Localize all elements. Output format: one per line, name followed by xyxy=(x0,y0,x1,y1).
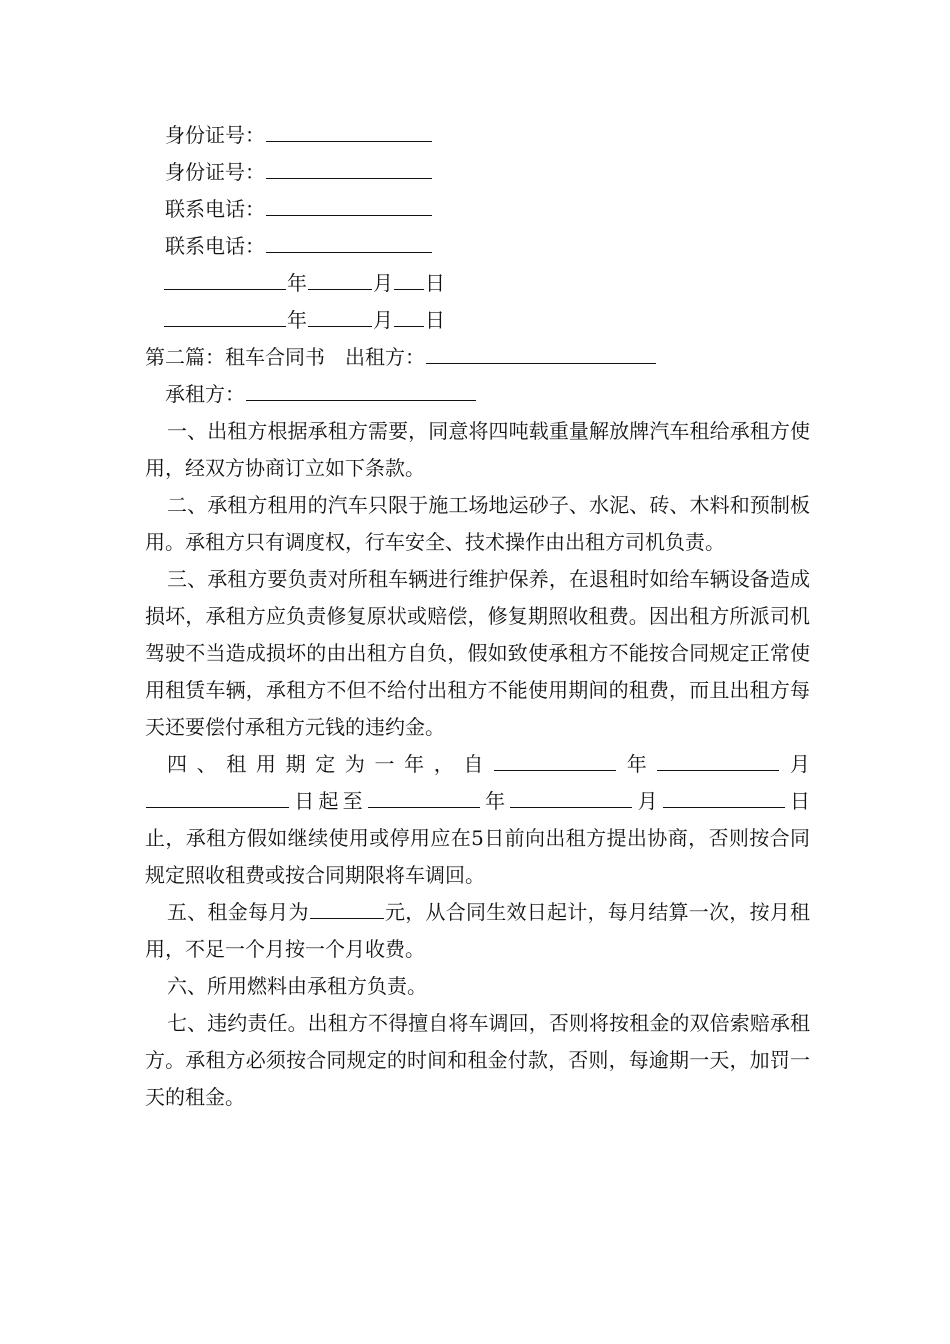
date-line-1 xyxy=(145,265,810,302)
date-line-2 xyxy=(145,302,810,339)
day-label: 日 xyxy=(425,308,445,332)
section-title: 第二篇：租车合同书 出租方： xyxy=(145,345,425,369)
end-year-blank[interactable] xyxy=(368,785,480,808)
year-label: 年 xyxy=(480,789,510,813)
clause-7: 七、违约责任。出租方不得擅自将车调回，否则将按租金的双倍索赔承租方。承租方必须按合同规定的时间和租金付款，否则，每逾期一天，加罚一天的租金。 xyxy=(145,1011,810,1109)
day-blank[interactable] xyxy=(394,267,424,290)
phone-line-1 xyxy=(145,191,810,228)
clause-6: 六、所用燃料由承租方负责。 xyxy=(167,974,427,998)
section-title-line xyxy=(145,339,810,376)
id-number-label: 身份证号： xyxy=(165,160,265,184)
clause-1: 一、出租方根据承租方需要，同意将四吨载重量解放牌汽车租给承租方使用，经双方协商订立如下条款。 xyxy=(145,419,810,480)
month-blank[interactable] xyxy=(308,304,372,327)
end-month-blank[interactable] xyxy=(510,785,632,808)
year-label: 年 xyxy=(287,271,307,295)
id-number-line-1 xyxy=(145,117,810,154)
id-number-line-2 xyxy=(145,154,810,191)
lessee-blank[interactable] xyxy=(246,378,476,401)
clause-5-text-a: 五、租金每月为 xyxy=(167,900,309,924)
year-blank[interactable] xyxy=(164,267,286,290)
clause-3: 三、承租方要负责对所租车辆进行维护保养，在退租时如给车辆设备造成损坏，承租方应负责修复原状或赔偿，修复期照收租费。因出租方所派司机驾驶不当造成损坏的由出租方自负，假如致使承租方不能按合同规定正常使用租赁车辆，承租方不但不给付出租方不能使用期间的租费，而且出租方每天还要偿付承租方元钱的违约金。 xyxy=(145,567,810,739)
phone-label: 联系电话： xyxy=(165,234,265,258)
start-day-blank[interactable] xyxy=(146,785,289,808)
phone-blank[interactable] xyxy=(266,193,432,216)
id-number-blank[interactable] xyxy=(266,119,432,142)
month-label: 月 xyxy=(373,308,393,332)
contract-body xyxy=(145,117,810,1116)
start-month-blank[interactable] xyxy=(657,748,779,771)
year-label: 年 xyxy=(617,752,657,776)
id-number-blank[interactable] xyxy=(266,156,432,179)
day-blank[interactable] xyxy=(394,304,424,327)
day-label: 日 xyxy=(425,271,445,295)
clause-4-text-a: 四、租用期定为一年，自 xyxy=(167,752,494,776)
clause-4-text-b: 日起至 xyxy=(290,789,367,813)
year-label: 年 xyxy=(287,308,307,332)
id-number-label: 身份证号： xyxy=(165,123,265,147)
start-year-blank[interactable] xyxy=(494,748,616,771)
phone-line-2 xyxy=(145,228,810,265)
clause-5-text-b: 元，从合同生效日起计，每月结算一次，按月租用，不足一个月按一个月收费。 xyxy=(145,900,810,961)
phone-label: 联系电话： xyxy=(165,197,265,221)
lessee-line xyxy=(145,376,810,413)
month-label: 月 xyxy=(780,752,811,776)
phone-blank[interactable] xyxy=(266,230,432,253)
year-blank[interactable] xyxy=(164,304,286,327)
month-blank[interactable] xyxy=(308,267,372,290)
month-label: 月 xyxy=(633,789,662,813)
end-day-blank[interactable] xyxy=(663,785,785,808)
month-label: 月 xyxy=(373,271,393,295)
lessor-blank[interactable] xyxy=(426,341,656,364)
rent-amount-blank[interactable] xyxy=(310,896,384,919)
clause-4-text-c: 日止，承租方假如继续使用或停用应在5日前向出租方提出协商，否则按合同规定照收租费或按合同期限将车调回。 xyxy=(145,789,811,887)
clause-4 xyxy=(145,746,810,894)
clause-5 xyxy=(145,894,810,968)
clause-2: 二、承租方租用的汽车只限于施工场地运砂子、水泥、砖、木料和预制板用。承租方只有调度权，行车安全、技术操作由出租方司机负责。 xyxy=(145,493,810,554)
lessee-label: 承租方： xyxy=(165,382,245,406)
